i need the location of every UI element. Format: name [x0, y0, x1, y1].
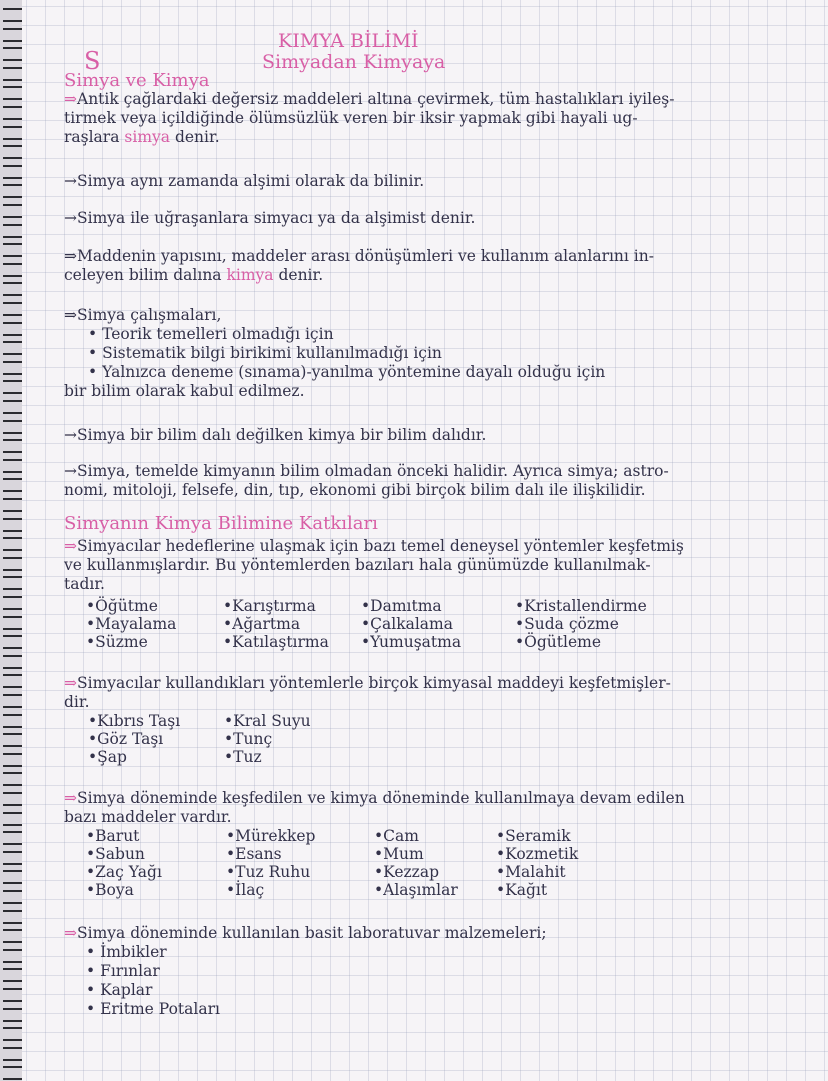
list-item: • Tuz Ruhu: [226, 863, 311, 881]
list-item: • İmbikler: [86, 943, 167, 961]
list-item: • Ağartma: [223, 615, 301, 633]
list-item: • Süzme: [86, 633, 148, 651]
list-item: • Kozmetik: [496, 845, 579, 863]
text-line: raşlara: [64, 128, 120, 146]
text-line: Simyacılar hedeflerine ulaşmak için bazı temel deneysel yöntemler keşfetmiş: [77, 537, 684, 555]
text-line: dir.: [64, 693, 90, 711]
text-line: Simya bir bilim dalı değilken kimya bir bilim dalıdır.: [77, 426, 487, 444]
paragraph-bilim-dali: →Simya bir bilim dalı değilken kimya bir bilim dalıdır.: [64, 426, 487, 444]
text-line: ve kullanmışlardır. Bu yöntemlerden bazıları hala günümüzde kullanılmak-: [64, 556, 651, 574]
list-item: • Katılaştırma: [223, 633, 329, 651]
page-title: KIMYA BİLİMİ: [278, 30, 419, 52]
paragraph-alsimi: →Simya aynı zamanda alşimi olarak da bilinir.: [64, 172, 425, 190]
text-line: tadır.: [64, 575, 105, 593]
list-item: • Mürekkep: [226, 827, 316, 845]
list-item: • Fırınlar: [86, 962, 160, 980]
text-line: Simya döneminde kullanılan basit laboratuvar malzemeleri;: [77, 924, 547, 942]
paragraph-simya-history: →Simya, temelde kimyanın bilim olmadan önceki halidir. Ayrıca simya; astro- nomi, mitoloji, felsefe, din, tıp, ekonomi gibi birçok bilim dalı ile ilişkilidir.: [64, 462, 669, 499]
list-item: • Teorik temelleri olmadığı için: [88, 325, 334, 343]
list-item: • Göz Taşı: [88, 730, 164, 748]
text-line: Simya döneminde keşfedilen ve kimya döneminde kullanılmaya devam edilen: [77, 789, 685, 807]
list-item: • Öğütme: [86, 597, 158, 615]
text-line: Simya aynı zamanda alşimi olarak da bilinir.: [77, 172, 425, 190]
list-item: • Esans: [226, 845, 282, 863]
list-item: • Cam: [374, 827, 419, 845]
section-letter: S: [84, 47, 101, 75]
list-item: • Mayalama: [86, 615, 177, 633]
list-item: • Kaplar: [86, 981, 153, 999]
list-item: • Suda çözme: [515, 615, 619, 633]
list-item: • Yumuşatma: [361, 633, 462, 651]
list-item: • Tuz: [224, 748, 262, 766]
paragraph-kimyasal-maddeler: ⇒Simyacılar kullandıkları yöntemlerle birçok kimyasal maddeyi keşfetmişler- dir.: [64, 674, 671, 711]
text-line: tirmek veya içildiğinde ölümsüzlük veren bir iksir yapmak gibi hayali ug-: [64, 109, 638, 127]
list-item: • Eritme Potaları: [86, 1000, 220, 1018]
section-heading-simya-ve-kimya: Simya ve Kimya: [64, 70, 210, 91]
list-item: • Damıtma: [361, 597, 442, 615]
list-item: • Zaç Yağı: [86, 863, 162, 881]
list-item: • Kıbrıs Taşı: [88, 712, 181, 730]
paragraph-deneysel-yontemler: ⇒Simyacılar hedeflerine ulaşmak için bazı temel deneysel yöntemler keşfetmiş ve kullanmışlardır. Bu yöntemlerden bazıları hala günümüzde kullanılmak- tadır.: [64, 537, 684, 593]
list-item: • Mum: [374, 845, 424, 863]
list-item: • Malahit: [496, 863, 566, 881]
text-line: Simya ile uğraşanlara simyacı ya da alşimist denir.: [77, 209, 476, 227]
list-item: • Barut: [86, 827, 140, 845]
text-line: Antik çağlardaki değersiz maddeleri altına çevirmek, tüm hastalıkları iyileş-: [77, 90, 675, 108]
highlight-term-simya: simya: [124, 128, 171, 146]
text-line: denir.: [278, 266, 324, 284]
text-line: Simya, temelde kimyanın bilim olmadan önceki halidir. Ayrıca simya; astro-: [77, 462, 669, 480]
list-item: • Sabun: [86, 845, 145, 863]
text-line: Simyacılar kullandıkları yöntemlerle birçok kimyasal maddeyi keşfetmişler-: [77, 674, 671, 692]
paragraph-kimya-definition: ⇒Maddenin yapısını, maddeler arası dönüşümleri ve kullanım alanlarını in- celeyen bilim dalına kimya denir.: [64, 247, 654, 284]
highlight-term-kimya: kimya: [226, 266, 274, 284]
list-item: • Kristallendirme: [515, 597, 647, 615]
paragraph-simya-calismalari: ⇒Simya çalışmaları, • Teorik temelleri olmadığı için • Sistematik bilgi birikimi kullanılmadığı için • Yalnızca deneme (sınama)-yanılma yöntemine dayalı olduğu için bir bilim olarak kabul edilmez.: [64, 306, 606, 400]
text-line: denir.: [174, 128, 220, 146]
list-item: • Sistematik bilgi birikimi kullanılmadığı için: [88, 344, 442, 362]
list-item: • Alaşımlar: [374, 881, 458, 899]
paragraph-kesfedilen-maddeler: ⇒Simya döneminde keşfedilen ve kimya döneminde kullanılmaya devam edilen bazı maddeler vardır.: [64, 789, 685, 826]
list-item: • Kağıt: [496, 881, 548, 899]
list-item: • Seramik: [496, 827, 571, 845]
list-item: • Kezzap: [374, 863, 439, 881]
page-subtitle: Simyadan Kimyaya: [262, 51, 446, 73]
text-line: celeyen bilim dalına: [64, 266, 222, 284]
text-line: bir bilim olarak kabul edilmez.: [64, 382, 305, 400]
text-line: Simya çalışmaları,: [77, 306, 222, 324]
paragraph-simyaci: →Simya ile uğraşanlara simyacı ya da alşimist denir.: [64, 209, 476, 227]
notebook-page: [22, 0, 828, 1081]
text-line: nomi, mitoloji, felsefe, din, tıp, ekonomi gibi birçok bilim dalı ile ilişkilidir.: [64, 481, 646, 499]
text-line: Maddenin yapısını, maddeler arası dönüşümleri ve kullanım alanlarını in-: [77, 247, 654, 265]
list-item: • Kral Suyu: [224, 712, 311, 730]
text-line: bazı maddeler vardır.: [64, 808, 232, 826]
paragraph-simya-definition: ⇒Antik çağlardaki değersiz maddeleri altına çevirmek, tüm hastalıkları iyileş- tirmek veya içildiğinde ölümsüzlük veren bir iksir yapmak gibi hayali ug- raşlara simya denir.: [64, 90, 675, 146]
list-item: • İlaç: [226, 881, 265, 899]
section-heading-katkilari: Simyanın Kimya Bilimine Katkıları: [64, 513, 378, 534]
list-item: • Tunç: [224, 730, 273, 748]
list-item: • Ögütleme: [515, 633, 601, 651]
list-item: • Yalnızca deneme (sınama)-yanılma yöntemine dayalı olduğu için: [88, 363, 606, 381]
list-item: • Çalkalama: [361, 615, 453, 633]
paragraph-laboratuvar-malzemeleri: ⇒Simya döneminde kullanılan basit laboratuvar malzemeleri; • İmbikler • Fırınlar • Kaplar • Eritme Potaları: [64, 924, 547, 1018]
list-item: • Boya: [86, 881, 134, 899]
list-item: • Şap: [88, 748, 127, 766]
list-item: • Karıştırma: [223, 597, 316, 615]
